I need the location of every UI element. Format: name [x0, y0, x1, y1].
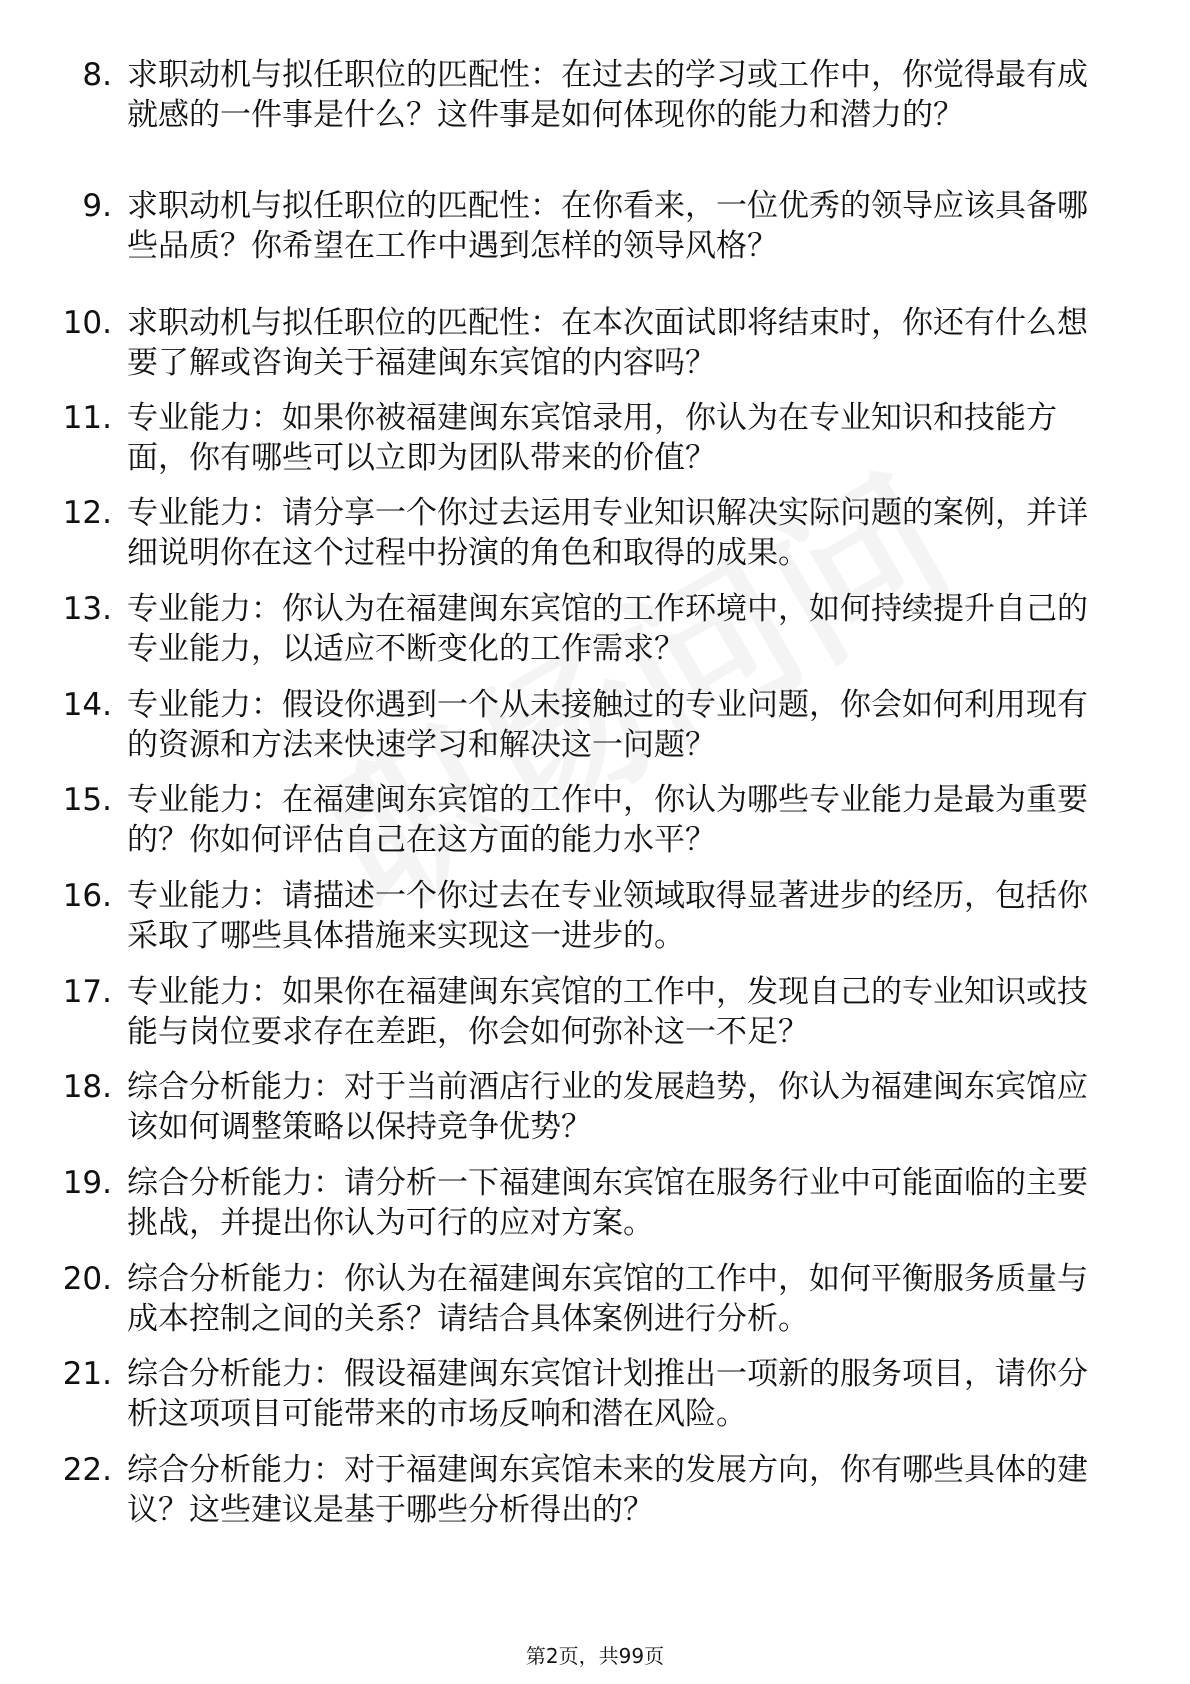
question-item	[0, 1067, 1190, 1163]
question-item	[0, 972, 1190, 1067]
question-number: 19.	[62, 1164, 112, 1201]
question-text: 综合分析能力：你认为在福建闽东宾馆的工作中，如何平衡服务质量与成本控制之间的关系？请结合具体案例进行分析。	[127, 1260, 1088, 1337]
question-text: 综合分析能力：请分析一下福建闽东宾馆在服务行业中可能面临的主要挑战，并提出你认为可行的应对方案。	[127, 1164, 1088, 1241]
question-text: 综合分析能力：对于当前酒店行业的发展趋势，你认为福建闽东宾馆应该如何调整策略以保持竞争优势？	[127, 1068, 1088, 1145]
question-item	[0, 1354, 1190, 1450]
question-text: 求职动机与拟任职位的匹配性：在过去的学习或工作中，你觉得最有成就感的一件事是什么？这件事是如何体现你的能力和潜力的？	[127, 57, 1088, 133]
question-number: 17.	[62, 973, 112, 1010]
question-item	[0, 589, 1190, 685]
question-number: 15.	[62, 781, 112, 818]
question-text: 专业能力：如果你在福建闽东宾馆的工作中，发现自己的专业知识或技能与岗位要求存在差距，你会如何弥补这一不足？	[127, 973, 1088, 1050]
question-number: 21.	[62, 1355, 112, 1392]
question-number: 8.	[82, 57, 112, 93]
question-number: 14.	[62, 686, 112, 723]
page-number-label: 第2页，共99页	[525, 1644, 665, 1668]
question-item	[0, 398, 1190, 493]
question-item	[0, 493, 1190, 589]
question-number: 22.	[62, 1451, 112, 1488]
question-number: 10.	[62, 304, 112, 341]
question-text: 综合分析能力：假设福建闽东宾馆计划推出一项新的服务项目，请你分析这项项目可能带来的市场反响和潜在风险。	[127, 1355, 1088, 1432]
question-number: 20.	[62, 1260, 112, 1297]
question-number: 18.	[62, 1068, 112, 1105]
question-text: 专业能力：请分享一个你过去运用专业知识解决实际问题的案例，并详细说明你在这个过程中扮演的角色和取得的成果。	[127, 494, 1088, 571]
question-text: 求职动机与拟任职位的匹配性：在你看来，一位优秀的领导应该具备哪些品质？你希望在工作中遇到怎样的领导风格？	[127, 187, 1088, 264]
question-item	[0, 1163, 1190, 1259]
question-item	[0, 876, 1190, 972]
question-item	[0, 1259, 1190, 1354]
question-item	[0, 780, 1190, 876]
question-text: 专业能力：请描述一个你过去在专业领域取得显著进步的经历，包括你采取了哪些具体措施来实现这一进步的。	[127, 877, 1088, 954]
question-text: 求职动机与拟任职位的匹配性：在本次面试即将结束时，你还有什么想要了解或咨询关于福建闽东宾馆的内容吗？	[127, 304, 1088, 381]
question-number: 16.	[62, 877, 112, 914]
question-item	[0, 685, 1190, 780]
question-number: 9.	[82, 187, 112, 224]
question-list	[0, 55, 1190, 1540]
question-item	[0, 303, 1190, 398]
question-item	[0, 55, 1190, 185]
page-footer	[0, 1640, 1190, 1669]
question-item	[0, 186, 1190, 303]
question-text: 专业能力：如果你被福建闽东宾馆录用，你认为在专业知识和技能方面，你有哪些可以立即为团队带来的价值？	[127, 399, 1057, 476]
question-number: 12.	[62, 494, 112, 531]
question-text: 专业能力：你认为在福建闽东宾馆的工作环境中，如何持续提升自己的专业能力，以适应不断变化的工作需求？	[127, 590, 1088, 667]
question-text: 综合分析能力：对于福建闽东宾馆未来的发展方向，你有哪些具体的建议？这些建议是基于哪些分析得出的？	[127, 1451, 1088, 1528]
question-number: 13.	[62, 590, 112, 627]
question-text: 专业能力：在福建闽东宾馆的工作中，你认为哪些专业能力是最为重要的？你如何评估自己在这方面的能力水平？	[127, 781, 1088, 858]
question-item	[0, 1450, 1190, 1540]
question-text: 专业能力：假设你遇到一个从未接触过的专业问题，你会如何利用现有的资源和方法来快速学习和解决这一问题？	[127, 686, 1088, 763]
question-number: 11.	[62, 399, 112, 436]
